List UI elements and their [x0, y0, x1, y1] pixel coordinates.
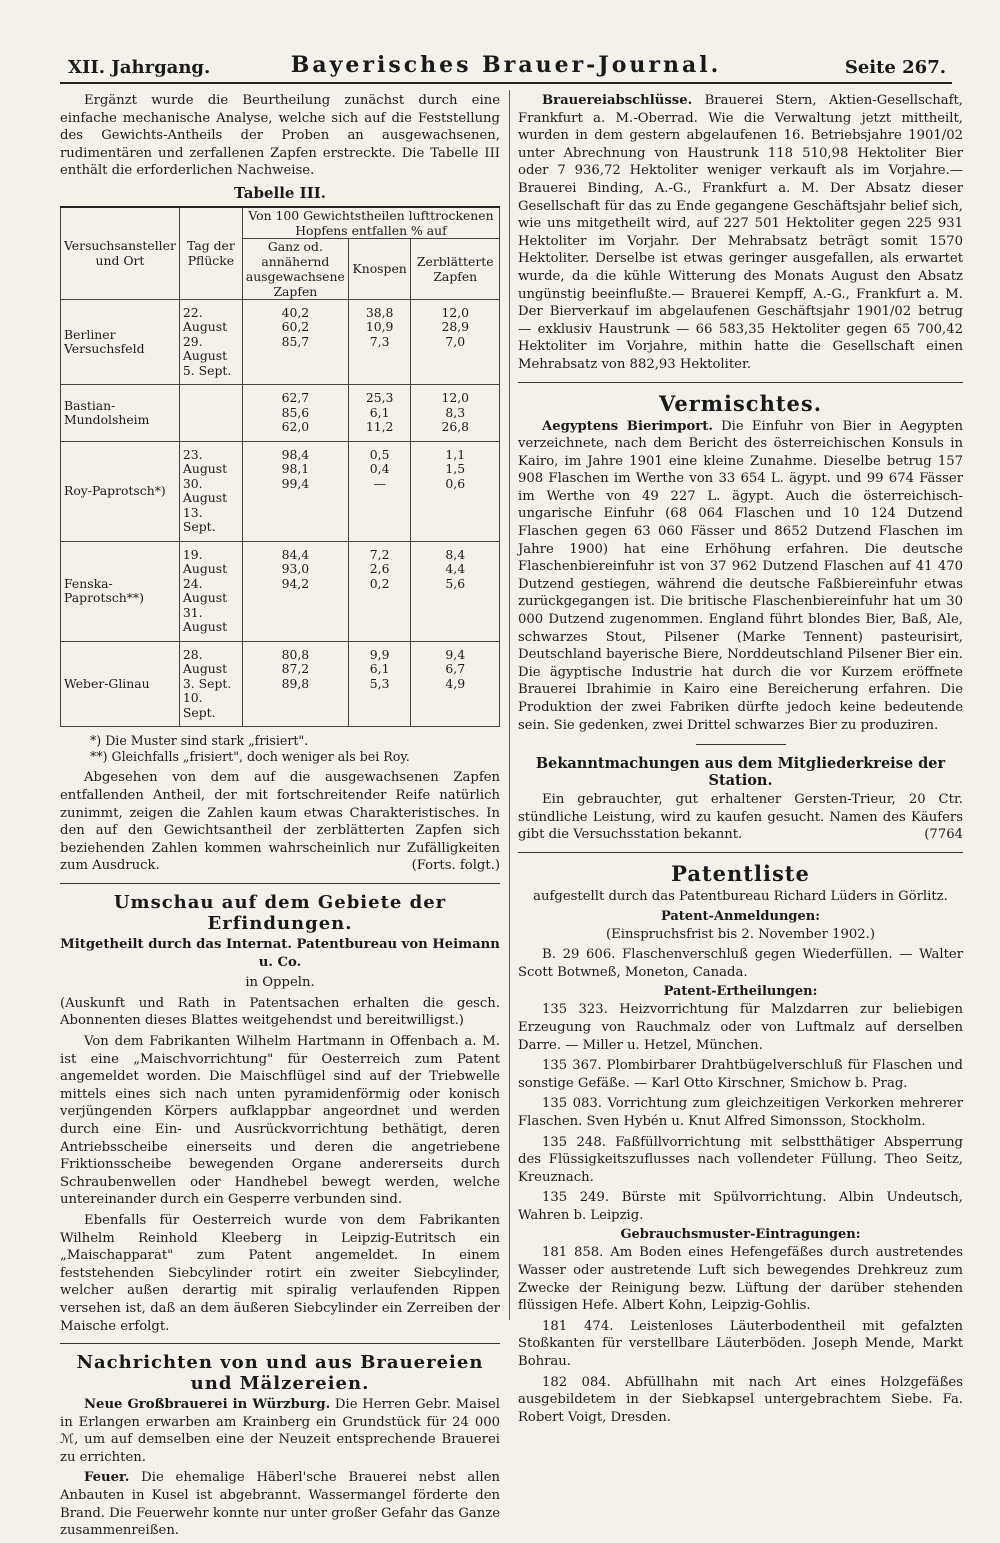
grown-cell-value: 85,7: [281, 333, 310, 349]
col-header-group: Von 100 Gewichtstheilen lufttrockenen Hopfens entfallen % auf: [242, 207, 499, 239]
date-cell-value: 30. August: [182, 475, 228, 506]
right-column: [518, 92, 963, 1429]
date-cell-value: 24. August: [182, 575, 228, 606]
announcement-text: Ein gebrauchter, gut erhaltener Gersten-Trieur, 20 Ctr. stündliche Leistung, wird zu kaufen gesucht. Namen des Käufers gibt die Versuchsstation bekannt.: [518, 792, 963, 843]
col-header-station: Versuchsansteller und Ort: [61, 207, 180, 300]
shattered-cell-value: 7,0: [445, 333, 466, 349]
inventions-source: Mitgetheilt durch das Internat. Patentbureau von Heimann u. Co.: [60, 937, 500, 970]
buds-cell-value: 0,2: [369, 575, 390, 591]
date-cell-value: [183, 420, 239, 435]
section-rule-2: [60, 1343, 500, 1344]
date-cell-value: 31. August: [182, 604, 228, 635]
grown-cell-value: 98,1: [281, 461, 310, 477]
date-cell: [179, 541, 242, 641]
table-row: [61, 441, 500, 541]
grown-cell-value: 93,0: [281, 561, 310, 577]
brewery-news-text-1: Die Herren Gebr. Maisel in Erlangen erwarben am Krainberg ein Grundstück für 24 000 ℳ, um auf demselben eine der Neuzeit entsprechende Brauerei zu errichten.: [60, 1397, 500, 1465]
footnote-1: *) Die Muster sind stark „frisiert".: [90, 733, 309, 749]
grown-cell: [242, 541, 348, 641]
column-divider: [509, 90, 510, 1320]
buds-cell-value: 25,3: [365, 390, 394, 406]
left-column: [60, 92, 500, 1543]
date-cell: [179, 641, 242, 727]
shattered-cell-value: 26,8: [441, 419, 470, 435]
date-cell-value: 13. Sept.: [182, 504, 216, 535]
grown-cell: [242, 441, 348, 541]
utility-model-3: 182 084. Abfüllhahn mit nach Art eines Holzgefäßes ausgebildetem in der Siebkapsel untergebrachtem Siebe. Fa. Robert Voigt, Dresden.: [518, 1374, 963, 1425]
announcement-para: [518, 791, 963, 844]
patent-grant-1: 135 323. Heizvorrichtung für Malzdarren zur beliebigen Erzeugung von Rauchmalz oder von Luftmalz auf derselben Darre. — Miller u. Hetzel, München.: [518, 1002, 963, 1053]
section-rule-4: [696, 744, 786, 745]
buds-cell-value: 9,9: [369, 646, 390, 662]
station-cell: [61, 541, 180, 641]
table-row: [61, 299, 500, 385]
station-name: Berliner Versuchsfeld: [64, 326, 145, 357]
buds-cell-value: —: [373, 475, 386, 491]
section-rule-1: [60, 883, 500, 884]
brewery-news-lead-2: Feuer.: [84, 1470, 130, 1486]
analysis-text: Abgesehen von dem auf die ausgewachsenen Zapfen entfallenden Antheil, der mit fortschreitender Reife natürlich zunimmt, zeigen die Zahlen kaum etwas Charakteristisches. In den auf den Gewichtsantheil der zerblätterten Zapfen sich beziehenden Zahlen kommen wahrscheinlich nur Zufälligkeiten zum Ausdruck.: [60, 770, 500, 874]
inventions-note: (Auskunft und Rath in Patentsachen erhalten die gesch. Abonnenten dieses Blattes weitgehendst und bereitwilligst.): [60, 995, 500, 1029]
col-header-shattered: Zerblätterte Zapfen: [411, 238, 500, 299]
brewery-news-para-2: [60, 1469, 500, 1539]
shattered-cell-value: 1,5: [445, 461, 466, 477]
section-rule-5: [518, 852, 963, 853]
shattered-cell-value: 4,4: [445, 561, 466, 577]
page-header: [60, 50, 952, 84]
grown-cell-value: 84,4: [281, 546, 310, 562]
shattered-cell: [411, 441, 500, 541]
misc-heading: Vermischtes.: [658, 390, 823, 416]
buds-cell-value: 6,1: [369, 661, 390, 677]
shattered-cell: [411, 299, 500, 385]
buds-cell-value: 2,6: [369, 561, 390, 577]
shattered-cell-value: 12,0: [441, 390, 470, 406]
shattered-cell: [411, 385, 500, 442]
grown-cell-value: 62,0: [281, 419, 310, 435]
col-header-buds: Knospen: [348, 238, 411, 299]
utility-models-heading: Gebrauchsmuster-Eintragungen:: [620, 1227, 861, 1243]
buds-cell-value: 10,9: [365, 319, 394, 335]
date-cell-value: 10. Sept.: [182, 690, 216, 720]
col-header-grown: Ganz od. annähernd ausgewachsene Zapfen: [242, 238, 348, 299]
table-body: [61, 299, 500, 727]
patent-grant-4: 135 248. Faßfüllvorrichtung mit selbstthätiger Absperrung des Flüssigkeitszuflusses nach vollendeter Füllung. Theo Seitz, Kreuznach.: [518, 1134, 963, 1185]
volume-label: XII. Jahrgang.: [68, 57, 211, 78]
buds-cell: [348, 541, 411, 641]
grown-cell-value: 60,2: [281, 319, 310, 335]
station-cell: [61, 299, 180, 385]
inventions-source-city: in Oppeln.: [245, 975, 315, 991]
table-title: Tabelle III.: [234, 183, 326, 202]
station-cell: [61, 641, 180, 727]
patent-grant-5: 135 249. Bürste mit Spülvorrichtung. Albin Undeutsch, Wahren b. Leipzig.: [518, 1190, 963, 1223]
buds-cell: [348, 299, 411, 385]
intro-paragraph: Ergänzt wurde die Beurtheilung zunächst durch eine einfache mechanische Analyse, welche sich auf die Feststellung des Gewichts-Antheils der Proben an ausgewachsenen, rudimentären und zerfallenen Zapfen erstreckte. Die Tabelle III enthält die erforderlichen Nachweise.: [60, 93, 500, 179]
patent-grant-3: 135 083. Vorrichtung zum gleichzeitigen Verkorken mehrerer Flaschen. Sven Hybén u. Knut Alfred Simonsson, Stockholm.: [518, 1096, 963, 1129]
grown-cell: [242, 299, 348, 385]
inventions-para-1: Von dem Fabrikanten Wilhelm Hartmann in Offenbach a. M. ist eine „Maischvorrichtung" für Oesterreich zum Patent angemeldet worden. Die Maischflügel sind auf der Triebwelle mittels eines sich nach unten pyramidenförmig oder konisch verjüngenden Körpers aufklappbar angeordnet und werden durch eine Ein- und Ausrückvorrichtung bethätigt, deren Antriebsscheibe einerseits und deren die angetriebene Friktionsscheibe bewegenden Organe andererseits durch Schraubenwellen oder Handhebel bewegt werden, welche untereinander durch ein Gesperre verbunden sind.: [60, 1034, 500, 1208]
buds-cell-value: 7,2: [369, 546, 390, 562]
brewery-news-lead-1: Neue Großbrauerei in Würzburg.: [84, 1397, 331, 1413]
grown-cell: [242, 641, 348, 727]
brewery-news-para-1: [60, 1396, 500, 1466]
shattered-cell: [411, 641, 500, 727]
grown-cell-value: 99,4: [281, 475, 310, 491]
buds-cell: [348, 385, 411, 442]
station-name: Fenska-Paprotsch**): [64, 575, 144, 606]
station-name: Roy-Paprotsch*): [64, 483, 166, 499]
analysis-paragraph: [60, 769, 500, 875]
grown-cell-value: 94,2: [281, 575, 310, 591]
date-cell: [179, 299, 242, 385]
grown-cell-value: 62,7: [281, 390, 310, 406]
buds-cell-value: 38,8: [365, 304, 394, 320]
shattered-cell-value: 28,9: [441, 319, 470, 335]
page-number: Seite 267.: [844, 57, 946, 78]
buds-cell: [348, 441, 411, 541]
patent-list-heading: Patentliste: [671, 860, 810, 886]
grown-cell-value: 89,8: [281, 675, 310, 691]
grown-cell-value: 87,2: [281, 661, 310, 677]
shattered-cell-value: 5,6: [445, 575, 466, 591]
patent-grants-heading: Patent-Ertheilungen:: [663, 984, 818, 1000]
date-cell-value: 19. August: [182, 546, 228, 577]
table-row: [61, 541, 500, 641]
shattered-cell-value: 8,3: [445, 404, 466, 420]
col-header-date: Tag der Pflücke: [179, 207, 242, 300]
date-cell-value: 23. August: [182, 446, 228, 477]
brewery-news-heading: Nachrichten von und aus Brauereien und Mälzereien.: [76, 1352, 484, 1395]
buds-cell-value: 11,2: [365, 419, 394, 435]
brewery-results-text: Brauerei Stern, Aktien-Gesellschaft, Frankfurt a. M.-Oberrad. Wie die Verwaltung jetzt mittheilt, wurden in dem gestern abgelaufenen 16. Betriebsjahre 1901/02 unter Abrechnung von Haustrunk 118 510,98 Hektoliter Bier oder 7 936,72 Hektoliter weniger verkauft als im Vorjahre.— Brauerei Binding, A.-G., Frankfurt a. M. Der Absatz dieser Gesellschaft für das zu Ende gegangene Geschäftsjahr belief sich, wie uns mitgetheilt wird, auf 227 501 Hektoliter gegen 225 931 Hektoliter im Vorjahr. Der Mehrabsatz beträgt somit 1570 Hektoliter. Derselbe ist etwas geringer ausgefallen, als erwartet wurde, da die kühle Witterung des Monats August den Absatz ungünstig beeinflußte.— Brauerei Kempff, A.-G., Frankfurt a. M. Der Bierverkauf im abgelaufenen Geschäftsjahr 1901/02 betrug — exklusiv Haustrunk — 66 583,35 Hektoliter gegen 65 700,42 Hektoliter im Vorjahre, mithin hatte die Gesellschaft einen Mehrabsatz von 882,93 Hektoliter.: [518, 93, 963, 372]
date-cell-value: [183, 391, 239, 406]
station-cell: [61, 441, 180, 541]
announcement-ref: (7764: [924, 827, 963, 843]
date-cell-value: [183, 406, 239, 421]
utility-model-1: 181 858. Am Boden eines Hefengefäßes durch austretendes Wasser oder austretende Luft sich bewegendes Drehkreuz zum Zwecke der Reinigung bezw. Lüftung der darüber stehenden flüssigen Hefe. Albert Kohn, Leipzig-Gohlis.: [518, 1245, 963, 1314]
buds-cell-value: 0,4: [369, 461, 390, 477]
egypt-import-lead: Aegyptens Bierimport.: [542, 418, 713, 434]
egypt-import-para: [518, 418, 963, 735]
date-cell-value: 28. August: [182, 646, 228, 677]
date-cell: [179, 441, 242, 541]
footnote-2: **) Gleichfalls „frisiert", doch weniger als bei Roy.: [90, 749, 410, 765]
table-row: [61, 385, 500, 442]
announcements-heading: Bekanntmachungen aus dem Mitgliederkreise der Station.: [535, 755, 946, 790]
patent-application-1: B. 29 606. Flaschenverschluß gegen Wiederfüllen. — Walter Scott Botwneß, Moneton, Canada.: [518, 947, 963, 980]
shattered-cell: [411, 541, 500, 641]
date-cell-value: 5. Sept.: [182, 362, 232, 378]
patent-applications-note: (Einspruchsfrist bis 2. November 1902.): [605, 926, 876, 942]
grown-cell-value: 98,4: [281, 446, 310, 462]
date-cell-value: 3. Sept.: [182, 675, 232, 691]
table-row: [61, 641, 500, 727]
buds-cell: [348, 641, 411, 727]
grown-cell-value: 80,8: [281, 646, 310, 662]
buds-cell-value: 7,3: [369, 333, 390, 349]
brewery-results-lead: Brauereiabschlüsse.: [542, 93, 693, 108]
egypt-import-text: Die Einfuhr von Bier in Aegypten verzeichnete, nach dem Bericht des österreichischen Konsuls in Kairo, im Jahre 1901 eine kleine Zunahme. Dieselbe betrug 157 908 Flaschen im Werthe von 33 654 L. ägypt. und 99 674 Fässer im Werthe von 49 227 L. ägypt. Auch die österreichisch-ungarische Einfuhr (68 064 Flaschen und 10 124 Dutzend Flaschen gegen 63 060 Fässer und 8652 Dutzend Flaschen im Jahre 1900) hat eine Erhöhung erfahren. Die deutsche Flaschenbiereinfuhr ist von 37 962 Dutzend Flaschen auf 41 470 Dutzend gestiegen, während die deutsche Faßbiereinfuhr etwas zurückgegangen ist. Die britische Flaschenbiereinfuhr hat um 30 000 Dutzend zugenommen. England führt blondes Bier, Baß, Ale, schwarzes Stout, Pilsener (Marke Tennent) pasteurisirt, Deutschland bayerische Biere, Norddeutschland Pilsener Bier ein. Die ägyptische Industrie hat durch die vor Kurzem eröffnete Brauerei Ibrahimie in Kairo eine Bereicherung erfahren. Die Produktion der zwei Fabriken dürfte jedoch keine bedeutende sein. Sie gedenken, zwei Drittel schwarzes Bier zu produziren.: [518, 418, 963, 733]
date-cell-value: 22. August: [182, 304, 228, 335]
buds-cell-value: 5,3: [369, 675, 390, 691]
grown-cell: [242, 385, 348, 442]
inventions-para-2: Ebenfalls für Oesterreich wurde von dem Fabrikanten Wilhelm Reinhold Kleeberg in Leipzig-Eutritsch ein „Maischapparat" zum Patent angemeldet. In einem feststehenden Siebcylinder rotirt ein zweiter Siebcylinder, welcher außen derartig mit spiralig verlaufenden Rippen versehen ist, daß an dem äußeren Siebcylinder ein Zerreiben der Maische erfolgt.: [60, 1212, 500, 1334]
utility-model-2: 181 474. Leistenloses Läuterbodentheil mit gefalzten Stoßkanten für verstellbare Läuterböden. Joseph Mende, Markt Bohrau.: [518, 1318, 963, 1370]
buds-cell-value: 6,1: [369, 404, 390, 420]
hop-analysis-table: [60, 206, 500, 728]
brewery-results-para: [518, 92, 963, 374]
shattered-cell-value: 4,9: [445, 675, 466, 691]
section-rule-3: [518, 382, 963, 383]
buds-cell-value: 0,5: [369, 446, 390, 462]
shattered-cell-value: 0,6: [445, 475, 466, 491]
shattered-cell-value: 9,4: [445, 646, 466, 662]
journal-title: Bayerisches Brauer-Journal.: [290, 52, 722, 78]
date-cell-value: 29. August: [182, 333, 228, 364]
date-cell: [179, 385, 242, 442]
inventions-heading: Umschau auf dem Gebiete der Erfindungen.: [113, 892, 447, 935]
patent-list-source: aufgestellt durch das Patentbureau Richard Lüders in Görlitz.: [533, 888, 948, 904]
patent-applications-heading: Patent-Anmeldungen:: [660, 908, 821, 924]
brewery-news-text-2: Die ehemalige Häberl'sche Brauerei nebst allen Anbauten in Kusel ist abgebrannt. Wassermangel förderte den Brand. Die Feuerwehr konnte nur unter großer Gefahr das Ganze zusammenreißen.: [60, 1470, 500, 1539]
grown-cell-value: 40,2: [281, 304, 310, 320]
shattered-cell-value: 8,4: [445, 546, 466, 562]
grown-cell-value: 85,6: [281, 404, 310, 420]
continued-note: (Forts. folgt.): [411, 858, 500, 874]
station-cell: [61, 385, 180, 442]
station-name: Weber-Glinau: [64, 675, 150, 691]
shattered-cell-value: 1,1: [445, 446, 466, 462]
station-name: Bastian-Mundolsheim: [64, 397, 150, 428]
shattered-cell-value: 6,7: [445, 661, 466, 677]
shattered-cell-value: 12,0: [441, 304, 470, 320]
patent-grant-2: 135 367. Plombirbarer Drahtbügelverschluß für Flaschen und sonstige Gefäße. — Karl Otto Kirschner, Smichow b. Prag.: [518, 1058, 963, 1091]
